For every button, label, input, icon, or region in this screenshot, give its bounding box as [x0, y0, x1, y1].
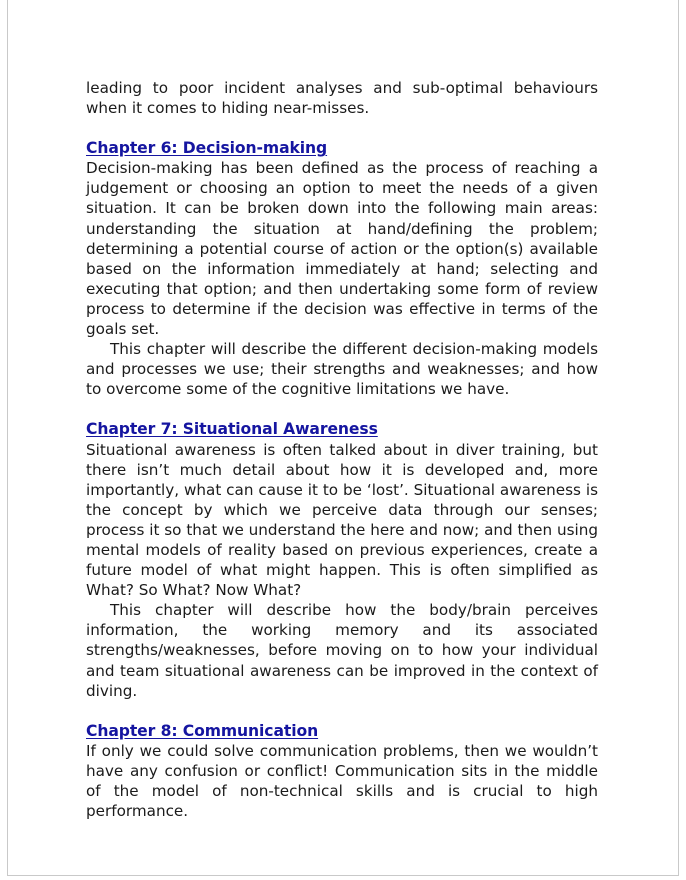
section-spacer	[86, 399, 598, 419]
page-content	[86, 78, 598, 821]
chapter-6-paragraph-2: This chapter will describe the different decision-making models and processes we use; their strengths and weaknesses; and how to overcome some of the cognitive limitations we have.	[86, 340, 598, 399]
section-spacer	[86, 118, 598, 138]
chapter-7-paragraph-2: This chapter will describe how the body/brain perceives information, the working memory and its associated strengths/weaknesses, before moving on to how your individual and team situational awareness can be improved in the context of diving.	[86, 601, 598, 700]
chapter-6-paragraph-1: Decision-making has been defined as the process of reaching a judgement or choosing an option to meet the needs of a given situation. It can be broken down into the following main areas: understanding the situation at hand/defining the problem; determining a potential course of action or the option(s) available based on the information immediately at hand; selecting and executing that option; and then undertaking some form of review process to determine if the decision was effective in terms of the goals set.	[86, 159, 598, 339]
heading-chapter-6: Chapter 6: Decision-making	[86, 139, 328, 158]
page-edge-right-rule	[678, 0, 679, 876]
heading-chapter-7: Chapter 7: Situational Awareness	[86, 420, 378, 439]
section-spacer	[86, 701, 598, 721]
heading-chapter-8: Chapter 8: Communication	[86, 721, 319, 740]
intro-paragraph: leading to poor incident analyses and sub-optimal behaviours when it comes to hiding near-misses.	[86, 79, 598, 118]
chapter-8-paragraph-1: If only we could solve communication problems, then we wouldn’t have any confusion or conflict! Communication sits in the middle of the model of non-technical skills and is crucial to high performance.	[86, 741, 598, 821]
page-edge-bottom-rule	[7, 875, 679, 876]
page-edge-left-rule	[7, 0, 8, 876]
chapter-7-paragraph-1: Situational awareness is often talked about in diver training, but there isn’t much detail about how it is developed and, more importantly, what can cause it to be ‘lost’. Situational awareness is the concept by which we perceive data through our senses; process it so that we understand the here and now; and then using mental models of reality based on previous experiences, create a future model of what might happen. This is often simplified as What? So What? Now What?	[86, 440, 598, 600]
